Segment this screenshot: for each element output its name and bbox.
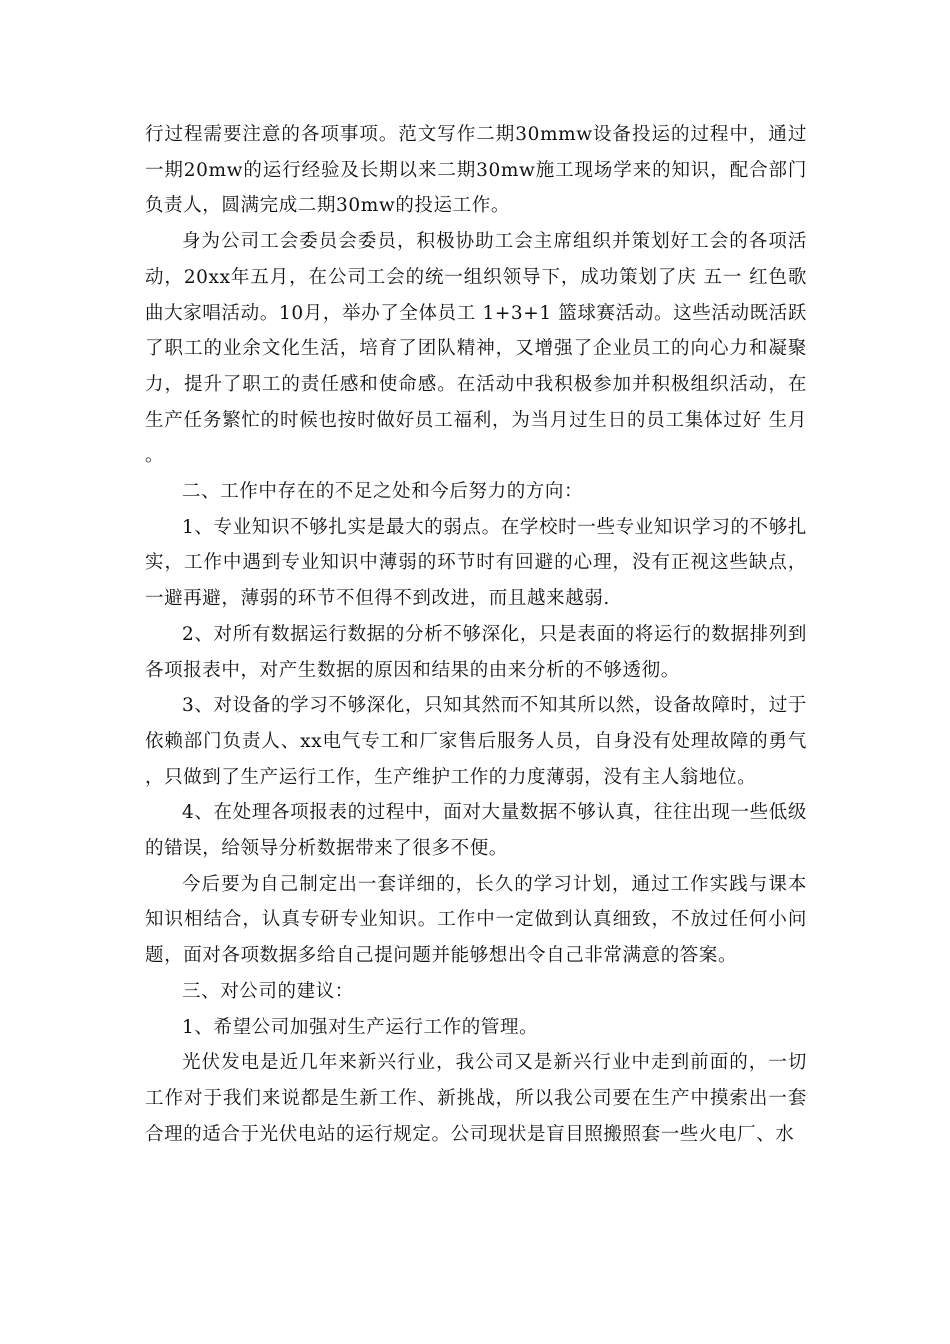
paragraph-2: 身为公司工会委员会委员，积极协助工会主席组织并策划好工会的各项活动，20xx年五月，在公司工会的统一组织领导下，成功策划了庆 五一 红色歌曲大家唱活动。10月，举办了全体员工 1+3+1 篮球赛活动。这些活动既活跃了职工的业余文化生活，培育了团队精神，又增强了企业员工的向心力和凝聚力，提升了职工的责任感和使命感。在活动中我积极参加并积极组织活动，在生产任务繁忙的时候也按时做好员工福利，为当月过生日的员工集体过好 生月 。 [145, 231, 807, 467]
paragraph-4: 1、专业知识不够扎实是最大的弱点。在学校时一些专业知识学习的不够扎实，工作中遇到专业知识中薄弱的环节时有回避的心理，没有正视这些缺点，一避再避，薄弱的环节不但得不到改进，而且越来越弱. [145, 516, 807, 610]
paragraph-5: 2、对所有数据运行数据的分析不够深化，只是表面的将运行的数据排列到各项报表中，对产生数据的原因和结果的由来分析的不够透彻。 [145, 623, 807, 681]
paragraph-6: 3、对设备的学习不够深化，只知其然而不知其所以然，设备故障时，过于依赖部门负责人、xx电气专工和厂家售后服务人员，自身没有处理故障的勇气，只做到了生产运行工作，生产维护工作的力度薄弱，没有主人翁地位。 [145, 695, 807, 788]
paragraph-7: 4、在处理各项报表的过程中，面对大量数据不够认真，往往出现一些低级的错误，给领导分析数据带来了很多不便。 [145, 802, 807, 860]
section-heading-2: 二、工作中存在的不足之处和今后努力的方向： [182, 481, 584, 503]
paragraph-10: 1、希望公司加强对生产运行工作的管理。 [182, 1016, 539, 1038]
document-body [145, 117, 807, 1152]
section-heading-3: 三、对公司的建议： [182, 980, 354, 1002]
paragraph-11: 光伏发电是近几年来新兴行业，我公司又是新兴行业中走到前面的，一切工作对于我们来说都是生新工作、新挑战，所以我公司要在生产中摸索出一套合理的适合于光伏电站的运行规定。公司现状是盲目照搬照套一些火电厂、水 [145, 1052, 807, 1145]
paragraph-8: 今后要为自己制定出一套详细的，长久的学习计划，通过工作实践与课本知识相结合，认真专研专业知识。工作中一定做到认真细致，不放过任何小问题，面对各项数据多给自己提问题并能够想出令自己非常满意的答案。 [145, 873, 807, 967]
paragraph-1: 行过程需要注意的各项事项。范文写作二期30mmw设备投运的过程中，通过一期20mw的运行经验及长期以来二期30mw施工现场学来的知识，配合部门负责人，圆满完成二期30mw的投运工作。 [145, 124, 807, 217]
